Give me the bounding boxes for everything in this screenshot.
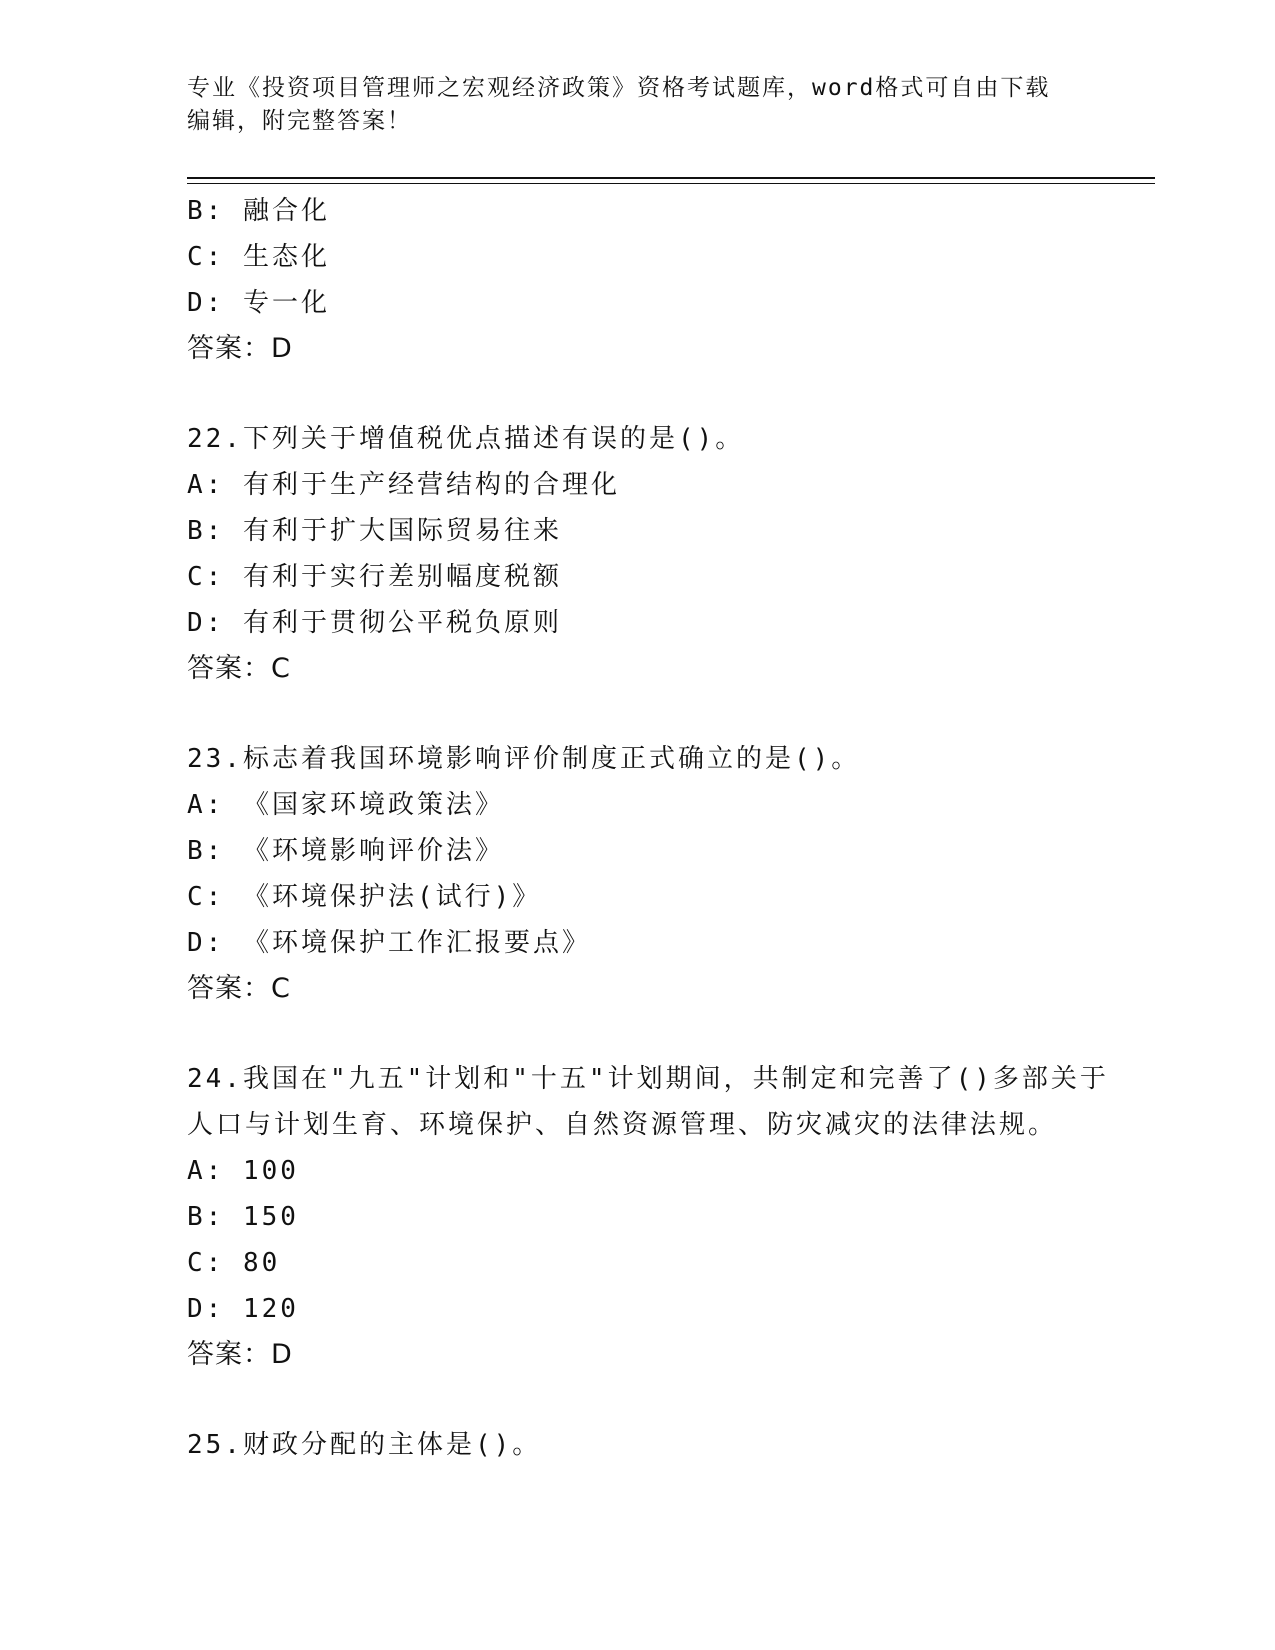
question-stem-line-2: 人口与计划生育、环境保护、自然资源管理、防灾减灾的法律法规。 bbox=[187, 1110, 1058, 1140]
question-21-continued bbox=[187, 188, 1107, 372]
header-text: 专业《投资项目管理师之宏观经济政策》资格考试题库，word格式可自由下载编辑，附完整答案！ bbox=[187, 75, 1051, 134]
option-d: D: 专一化 bbox=[187, 288, 330, 318]
spacer bbox=[187, 692, 1107, 736]
question-stem-line-1: 24.我国在"九五"计划和"十五"计划期间，共制定和完善了()多部关于 bbox=[187, 1064, 1109, 1094]
option-c: C: 80 bbox=[187, 1248, 281, 1278]
option-d: D: 有利于贯彻公平税负原则 bbox=[187, 608, 562, 638]
question-23 bbox=[187, 736, 1107, 1012]
document-header bbox=[187, 72, 1067, 138]
option-b: B: 150 bbox=[187, 1202, 299, 1232]
option-b: B: 《环境影响评价法》 bbox=[187, 836, 504, 866]
option-b: B: 有利于扩大国际贸易往来 bbox=[187, 516, 562, 546]
question-25 bbox=[187, 1422, 1107, 1468]
option-a: A: 《国家环境政策法》 bbox=[187, 790, 504, 820]
answer-label: 答案：D bbox=[187, 333, 293, 364]
option-a: A: 100 bbox=[187, 1156, 299, 1186]
spacer bbox=[187, 1378, 1107, 1422]
option-c: C: 《环境保护法(试行)》 bbox=[187, 882, 542, 912]
option-d: D: 120 bbox=[187, 1294, 299, 1324]
header-divider-thin bbox=[187, 183, 1155, 184]
option-a: A: 有利于生产经营结构的合理化 bbox=[187, 470, 620, 500]
option-b: B: 融合化 bbox=[187, 196, 330, 226]
question-24 bbox=[187, 1056, 1107, 1378]
answer-label: 答案：D bbox=[187, 1339, 293, 1370]
question-list bbox=[187, 188, 1107, 1468]
option-d: D: 《环境保护工作汇报要点》 bbox=[187, 928, 591, 958]
answer-label: 答案：C bbox=[187, 653, 291, 684]
spacer bbox=[187, 1012, 1107, 1056]
option-c: C: 有利于实行差别幅度税额 bbox=[187, 562, 562, 592]
spacer bbox=[187, 372, 1107, 416]
question-stem: 23.标志着我国环境影响评价制度正式确立的是()。 bbox=[187, 744, 861, 774]
header-divider-thick bbox=[187, 177, 1155, 179]
answer-label: 答案：C bbox=[187, 973, 291, 1004]
question-22 bbox=[187, 416, 1107, 692]
question-stem: 22.下列关于增值税优点描述有误的是()。 bbox=[187, 424, 745, 454]
option-c: C: 生态化 bbox=[187, 242, 330, 272]
question-stem: 25.财政分配的主体是()。 bbox=[187, 1430, 542, 1460]
